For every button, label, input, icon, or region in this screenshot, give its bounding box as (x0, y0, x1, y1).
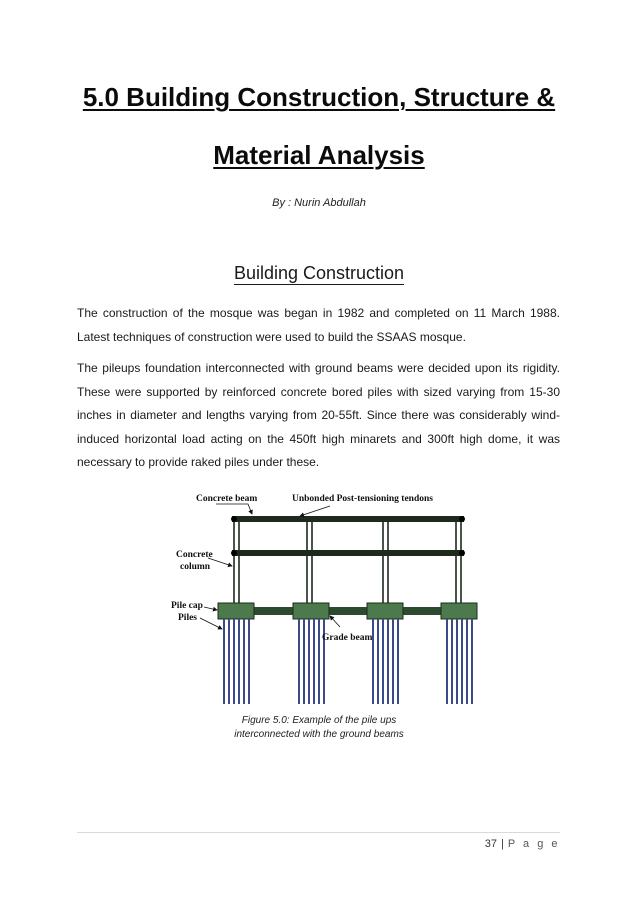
figure-caption-line-2: interconnected with the ground beams (234, 729, 404, 740)
label-concrete-beam: Concrete beam (196, 494, 258, 504)
page-label: P a g e (507, 838, 560, 850)
label-grade-beam: Grade beam (322, 633, 373, 643)
pile-foundation-figure (160, 486, 480, 708)
paragraph-pile-foundation: The pileups foundation interconnected with ground beams were decided upon its rigidity. These were supported by reinforced concrete bored piles with sized varying from 15-30 inches in diameter and lengths varying from 20-55ft. Since there was considerably wind-induced horizontal load acting on the 450ft high minarets and 300ft high dome, it was necessary to provide raked piles under these. (77, 361, 560, 469)
page-footer (485, 838, 560, 850)
label-concrete-column-line1: Concrete (176, 550, 213, 560)
author-byline: By : Nurin Abdullah (272, 197, 366, 209)
figure-caption-line-1: Figure 5.0: Example of the pile ups (241, 715, 397, 726)
grade-beam (220, 607, 476, 615)
label-post-tensioning-tendons: Unbonded Post-tensioning tendons (292, 494, 433, 504)
top-concrete-beam (232, 516, 464, 522)
footer-divider (77, 832, 560, 833)
piles (224, 619, 472, 704)
paragraph-construction-dates: The construction of the mosque was began in 1982 and completed on 11 March 1988. Latest techniques of construction were used to build the SSAAS mosque. (77, 306, 560, 344)
concrete-beams (232, 516, 464, 556)
page-number: 37 (484, 838, 497, 850)
section-heading-text: Building Construction (233, 263, 405, 283)
label-pile-cap: Pile cap (171, 601, 203, 611)
section-heading (0, 263, 638, 284)
pile-foundation-diagram (160, 486, 480, 708)
concrete-columns (234, 520, 461, 603)
label-concrete-column-line2: column (180, 562, 211, 572)
middle-concrete-beam (232, 550, 464, 556)
document-title-line-2: Material Analysis (213, 140, 425, 170)
figure-caption (0, 714, 638, 742)
footer-separator: | (500, 838, 504, 850)
document-title-line-1: 5.0 Building Construction, Structure & (82, 82, 556, 112)
label-piles: Piles (178, 613, 197, 623)
